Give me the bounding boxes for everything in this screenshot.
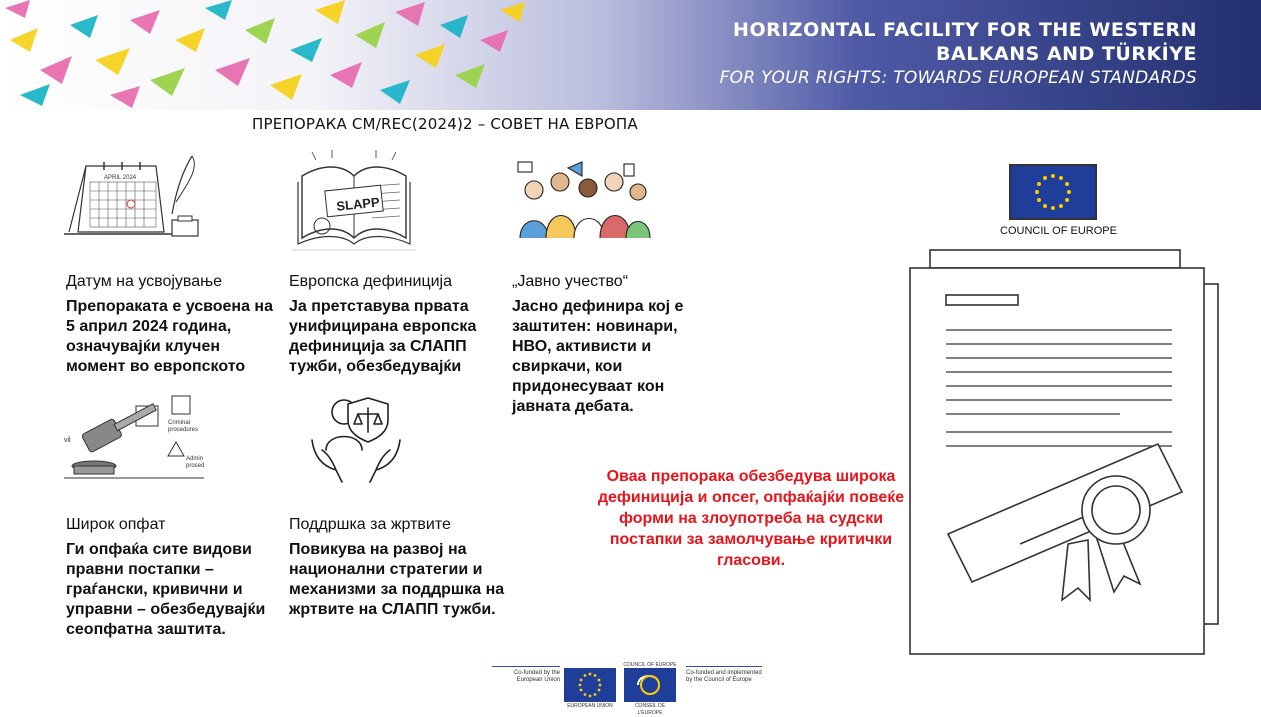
banner-subtitle: FOR YOUR RIGHTS: TOWARDS EUROPEAN STANDARDS xyxy=(719,68,1197,88)
calendar-icon xyxy=(64,152,206,242)
gavel-label-proced: proced xyxy=(186,463,205,469)
banner-title xyxy=(733,18,1197,66)
card-heading-victim-support: Поддршка за жртвите xyxy=(289,516,451,533)
gavel-icon xyxy=(64,394,204,480)
book-slapp-label: SLAPP xyxy=(335,194,381,214)
card-body-european-definition: Ја претставува првата унифицирана европска дефиниција за СЛАПП тужби, обезбедувајќи xyxy=(289,298,477,375)
footer-coe-cofunded: Co-funded and implemented by the Council of Europe xyxy=(686,670,762,683)
support-hands-icon xyxy=(308,390,404,486)
document-title: ПРЕПОРАКА CM/REC(2024)2 – СОВЕТ НА ЕВРОПА xyxy=(252,115,638,133)
card-heading-public-participation: „Јавно учество“ xyxy=(512,273,629,290)
book-icon xyxy=(292,146,416,254)
footer-eu-label: EUROPEAN UNION xyxy=(567,703,613,709)
footer-coe-flag-icon xyxy=(624,668,676,702)
card-body-public-participation: Јасно дефинира кој е заштитен: новинари, НВО, активисти и свиркачи, кои придонесуваат кон јавната дебата. xyxy=(512,298,684,415)
header-banner xyxy=(0,0,1261,110)
gavel-label-procedures: procedures xyxy=(168,427,199,433)
card-body-adoption-date: Препораката е усвоена на 5 април 2024 година, означувајќи клучен момент во европското xyxy=(66,298,273,375)
footer-coe-bottom: CONSEIL DE L'EUROPE xyxy=(634,703,666,716)
card-heading-adoption-date: Датум на усвојување xyxy=(66,273,223,290)
origami-birds-decoration xyxy=(0,0,560,110)
gavel-label-civil: vil xyxy=(64,437,71,444)
footer-coe-top: COUNCIL OF EUROPE xyxy=(623,662,677,668)
footer-logos xyxy=(488,662,778,716)
footer-eu-flag-icon xyxy=(564,668,616,702)
highlight-note: Оваа препорака обезбедува широка дефиниција и опсег, опфаќајќи повеќе форми на злоупотреба на судски постапки за замолчување критички гласови. xyxy=(597,468,905,569)
calendar-month-label: APRIL 2024 xyxy=(104,175,137,181)
people-protest-icon xyxy=(512,160,650,238)
council-of-europe-logo xyxy=(1000,164,1117,237)
banner-title-line2: BALKANS AND TÜRKİYE xyxy=(936,43,1197,65)
banner-title-line1: HORIZONTAL FACILITY FOR THE WESTERN xyxy=(733,19,1197,41)
footer-eu-cofunded: Co-funded by the European Union xyxy=(513,670,560,683)
coe-label: COUNCIL OF EUROPE xyxy=(1000,225,1117,237)
card-body-victim-support: Повикува на развој на национални стратегии и механизми за поддршка на жртвите на СЛАПП тужби. xyxy=(289,541,505,618)
gavel-label-admin: Admin xyxy=(186,456,204,462)
gavel-label-criminal: Criminal xyxy=(168,420,191,426)
card-heading-european-definition: Европска дефиниција xyxy=(289,273,452,290)
eu-flag-icon xyxy=(1009,164,1097,220)
card-body-broad-scope: Ги опфаќа сите видови правни постапки – граѓански, кривични и управни – обезбедувајќи сеопфатна заштита. xyxy=(66,541,266,638)
certificate-document-icon xyxy=(900,244,1230,654)
card-heading-broad-scope: Широк опфат xyxy=(66,516,166,533)
